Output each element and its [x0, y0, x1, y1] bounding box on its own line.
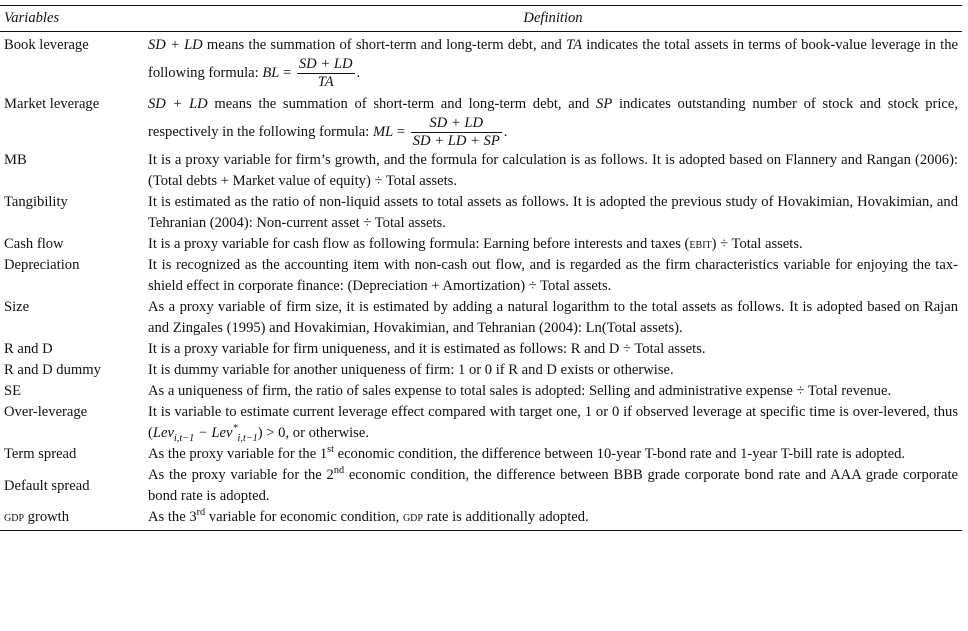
symbol-sd-ld: SD + LD: [148, 96, 208, 112]
variables-definition-table: [0, 5, 962, 531]
table-row: [0, 297, 962, 339]
table-row: [0, 360, 962, 381]
formula-lev: Lev$_{i,t-1}$ − Lev*$_{i,t-1}$: [152, 423, 258, 444]
table-row: [0, 381, 962, 402]
formula-fraction: $\frac{SD + LD}{SD + LD + SP}$: [412, 115, 500, 149]
variable-definition: It is dummy variable for another uniqueness of firm: 1 or 0 if R and D exists or otherwise.: [148, 362, 674, 378]
abbr-ebit: ebit: [689, 237, 712, 252]
variable-name: Over-leverage: [4, 404, 88, 420]
table-row: [0, 465, 962, 507]
variable-name: Book leverage: [4, 37, 89, 53]
table-row: [0, 339, 962, 360]
symbol-ta: TA: [566, 37, 583, 53]
table-row: [0, 192, 962, 234]
variable-name: Term spread: [4, 446, 77, 462]
abbr-gdp: gdp: [402, 510, 423, 525]
variable-name: Default spread: [4, 477, 90, 494]
variable-name: Size: [4, 299, 30, 315]
variable-definition: It is recognized as the accounting item with non-cash out flow, and is regarded as the firm characteristics variable for enjoying the tax-shield effect in corporate finance: (Depreciation + Amortization) ÷ Total assets.: [148, 257, 958, 294]
variable-name: Depreciation: [4, 257, 80, 273]
variable-name: MB: [4, 152, 27, 168]
table-row: [0, 91, 962, 150]
variable-definition: As the 3rd variable for economic condition, gdp rate is additionally adopted.: [144, 507, 962, 531]
variable-name: Cash flow: [4, 236, 64, 252]
variable-definition: It is a proxy variable for firm uniqueness, and it is estimated as follows: R and D ÷ Total assets.: [148, 341, 706, 357]
abbr-gdp: gdp: [4, 510, 25, 525]
variable-definition: SD + LD means the summation of short-term and long-term debt, and TA indicates the total assets in terms of book-value leverage in the following formula: BL = $\frac{SD + LD}{TA}$ .: [148, 37, 959, 90]
variable-name: Market leverage: [4, 96, 100, 112]
formula-lhs: ML: [372, 123, 394, 140]
variable-definition: It is estimated as the ratio of non-liquid assets to total assets as follows. It is adopted the previous study of Hovakimian, Hovakimian, and Tehranian (2004): Non-current asset ÷ Total assets.: [148, 194, 958, 231]
column-header-variables: Variables: [0, 6, 144, 32]
table-row: [0, 150, 962, 192]
formula-lhs: BL: [262, 64, 280, 81]
table-header-row: [0, 6, 962, 32]
variable-definition: It is a proxy variable for cash flow as following formula: Earning before interests and taxes (ebit) ÷ Total assets.: [148, 236, 803, 252]
symbol-sd-ld: SD + LD: [148, 37, 203, 53]
symbol-sp: SP: [596, 96, 613, 112]
formula-fraction: $\frac{SD + LD}{TA}$: [298, 56, 353, 90]
column-header-definition: Definition: [144, 6, 962, 32]
variable-definition: As the proxy variable for the 1st economic condition, the difference between 10-year T-bond rate and 1-year T-bill rate is adopted.: [148, 444, 906, 462]
variable-definition: As a proxy variable of firm size, it is estimated by adding a natural logarithm to the total assets as follows. It is adopted based on Rajan and Zingales (1995) and Hovakimian, Hovakimian, and Tehranian (2004): Ln(Total assets).: [148, 299, 958, 336]
variable-name: R and D dummy: [4, 362, 101, 378]
table-row: [0, 32, 962, 92]
variable-definition: It is variable to estimate current leverage effect compared with target one, 1 or 0 if observed leverage at specific time is over-levered, thus (Lev$_{i,t-1}$ − Lev*$_{i,t-1}$) > 0, or otherwise.: [148, 404, 958, 444]
table-row: [0, 507, 962, 531]
table-row: [0, 255, 962, 297]
variable-name: Tangibility: [4, 194, 68, 210]
table-row: [0, 402, 962, 444]
table-row: [0, 444, 962, 465]
variable-name: R and D: [4, 341, 53, 357]
variable-definition: As a uniqueness of firm, the ratio of sales expense to total sales is adopted: Selling and administrative expense ÷ Total revenue.: [148, 383, 892, 399]
variable-name: gdp growth: [0, 507, 144, 531]
variable-name: SE: [4, 383, 22, 399]
table-row: [0, 234, 962, 255]
variable-definition: SD + LD means the summation of short-term and long-term debt, and SP indicates outstanding number of stock and stock price, respectively in the following formula: ML = $\frac{SD + LD}{SD + LD + SP}$ .: [148, 96, 959, 149]
variable-definition: It is a proxy variable for firm’s growth, and the formula for calculation is as follows. It is adopted based on Flannery and Rangan (2006): (Total debts + Market value of equity) ÷ Total assets.: [148, 152, 958, 189]
variable-definition: As the proxy variable for the 2nd economic condition, the difference between BBB grade corporate bond rate and AAA grade corporate bond rate is adopted.: [148, 465, 958, 504]
